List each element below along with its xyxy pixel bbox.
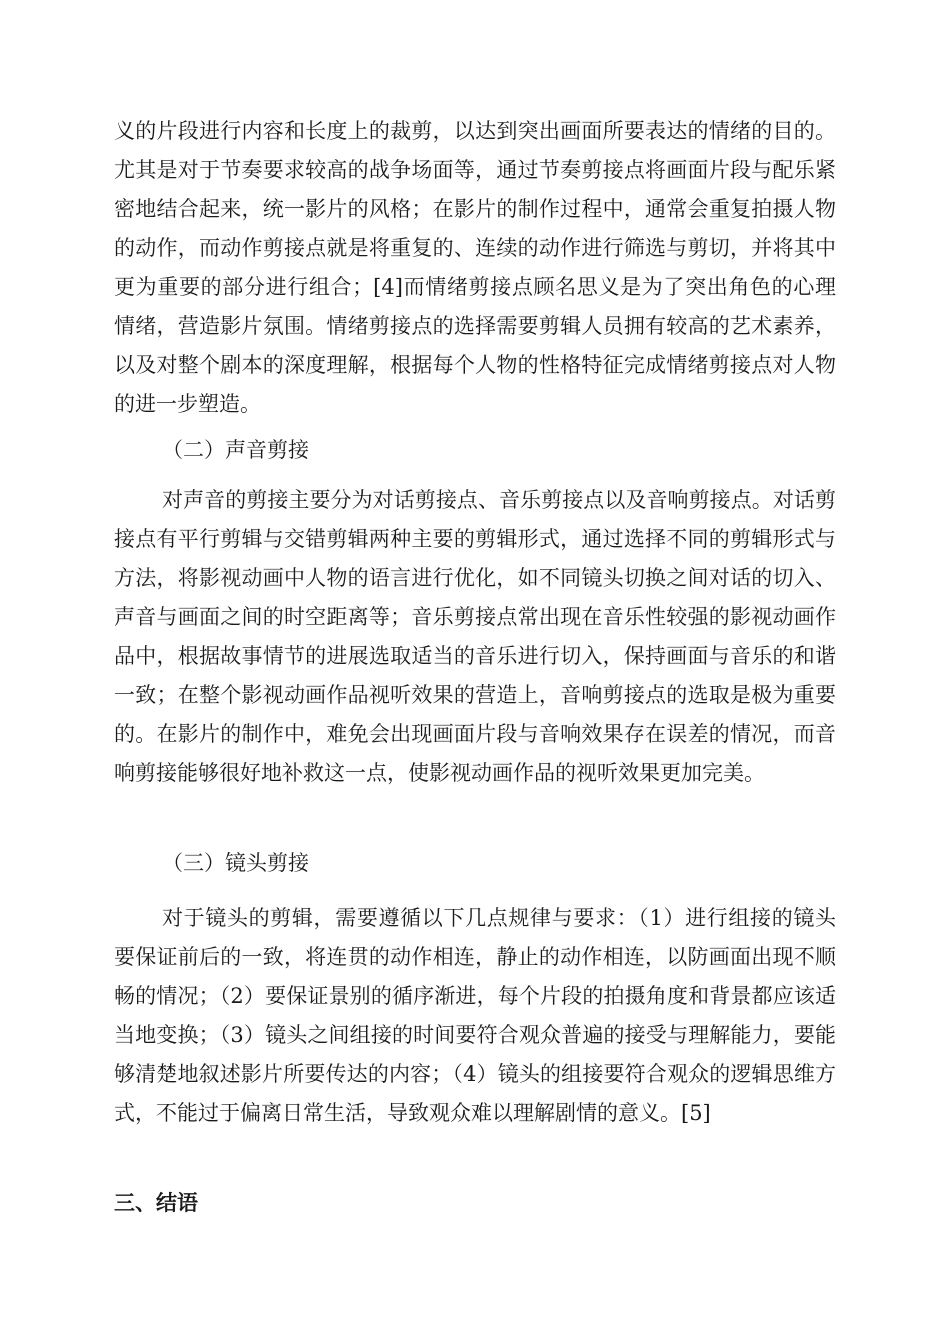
body-paragraph: 对声音的剪接主要分为对话剪接点、音乐剪接点以及音响剪接点。对话剪接点有平行剪辑与交错剪辑两种主要的剪辑形式，通过选择不同的剪辑形式与方法，将影视动画中人物的语言进行优化，如不同镜头切换之间对话的切入、声音与画面之间的时空距离等；音乐剪接点常出现在音乐性较强的影视动画作品中，根据故事情节的进展选取适当的音乐进行切入，保持画面与音乐的和谐一致；在整个影视动画作品视听效果的营造上，音响剪接点的选取是极为重要的。在影片的制作中，难免会出现画面片段与音响效果存在误差的情况，而音响剪接能够很好地补救这一点，使影视动画作品的视听效果更加完美。 bbox=[114, 488, 836, 785]
section-subheading: （三）镜头剪接 bbox=[162, 851, 309, 875]
body-paragraph: 对于镜头的剪辑，需要遵循以下几点规律与要求：（1）进行组接的镜头要保证前后的一致，将连贯的动作相连，静止的动作相连，以防画面出现不顺畅的情况；（2）要保证景别的循序渐进，每个片段的拍摄角度和背景都应该适当地变换；（3）镜头之间组接的时间要符合观众普遍的接受与理解能力，要能够清楚地叙述影片所要传达的内容；（4）镜头的组接要符合观众的逻辑思维方式，不能过于偏离日常生活，导致观众难以理解剧情的意义。[5] bbox=[114, 906, 836, 1125]
body-paragraph: 义的片段进行内容和长度上的裁剪，以达到突出画面所要表达的情绪的目的。尤其是对于节奏要求较高的战争场面等，通过节奏剪接点将画面片段与配乐紧密地结合起来，统一影片的风格；在影片的制作过程中，通常会重复拍摄人物的动作，而动作剪接点就是将重复的、连续的动作进行筛选与剪切，并将其中更为重要的部分进行组合；[4]而情绪剪接点顾名思义是为了突出角色的心理情绪，营造影片氛围。情绪剪接点的选择需要剪辑人员拥有较高的艺术素养，以及对整个剧本的深度理解，根据每个人物的性格特征完成情绪剪接点对人物的进一步塑造。 bbox=[114, 119, 836, 416]
section-heading: 三、结语 bbox=[114, 1191, 198, 1215]
section-subheading: （二）声音剪接 bbox=[162, 438, 309, 462]
